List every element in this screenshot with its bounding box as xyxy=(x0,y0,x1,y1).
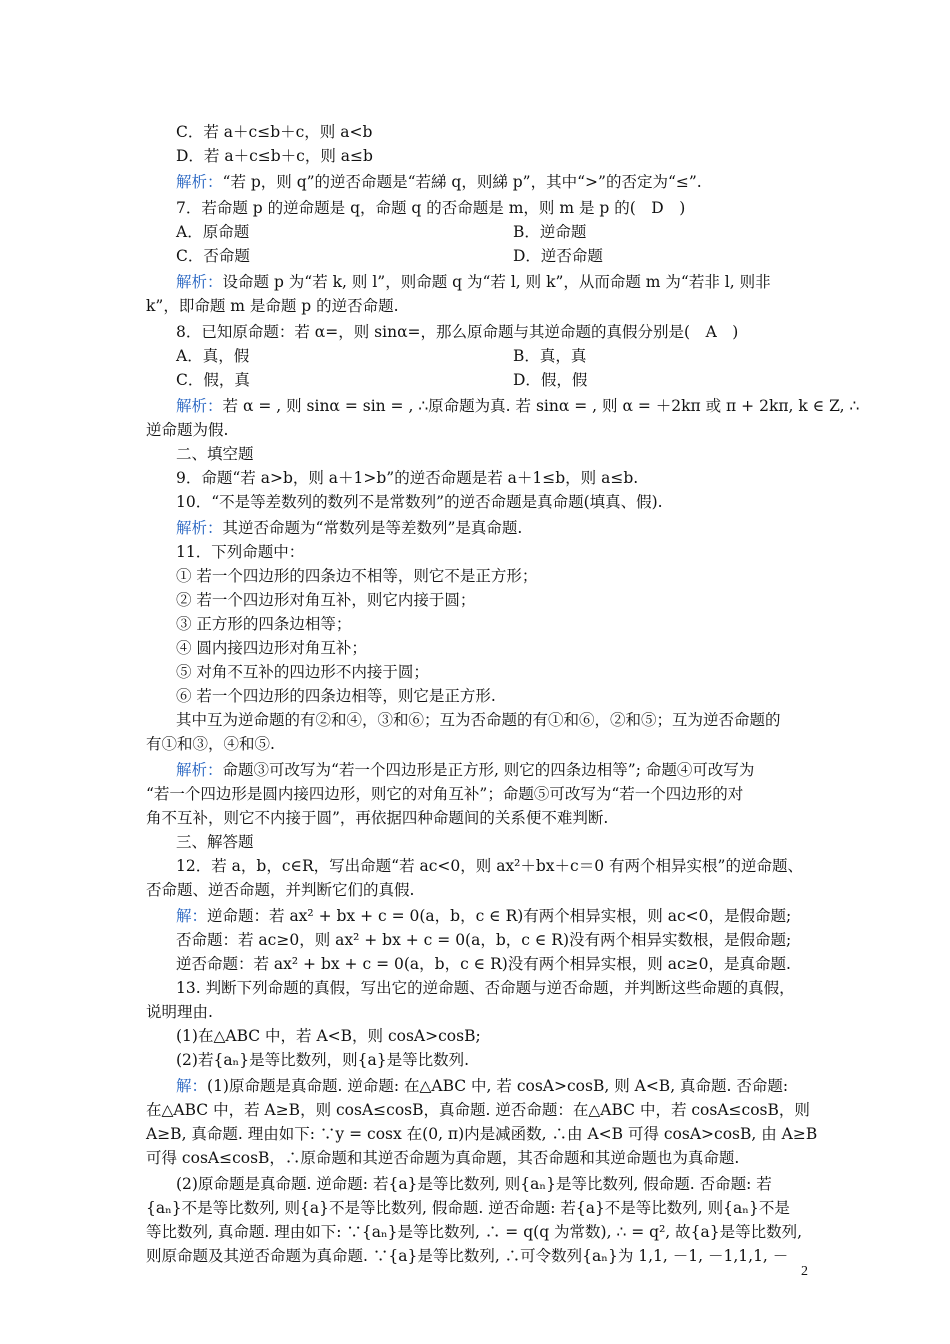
solution-13-line-2: 在△ABC 中，若 A≥B，则 cosA≤cosB，真命题. 逆否命题：在△ABC 中，若 cosA≤cosB，则 xyxy=(146,1101,810,1119)
question-7: 7．若命题 p 的逆命题是 q，命题 q 的否命题是 m，则 m 是 p 的( D ) xyxy=(176,199,686,217)
question-12-cont: 否命题、逆否命题，并判断它们的真假. xyxy=(146,881,415,899)
q11-item-2: ② 若一个四边形对角互补，则它内接于圆； xyxy=(176,591,476,609)
solution-12-line-2: 否命题：若 ac≥0，则 ax² + bx + c = 0(a，b，c ∈ R)没有两个相异实数根，是假命题; xyxy=(176,931,792,949)
q8-option-a: A．真，假 xyxy=(176,347,250,365)
solution-13-line-8: 则原命题及其逆否命题为真命题. ∵{a}是等比数列, ∴可令数列{aₙ}为 1,1, －1, －1,1,1, － xyxy=(146,1247,789,1265)
q7-option-b: B．逆命题 xyxy=(513,223,587,241)
solution-text: 逆命题：若 ax² + bx + c = 0(a，b，c ∈ R)有两个相异实根，则 ac<0，是假命题; xyxy=(207,907,792,925)
analysis-10 xyxy=(146,516,522,540)
question-13: 13. 判断下列命题的真假，写出它的逆命题、否命题与逆否命题，并判断这些命题的真假， xyxy=(176,979,795,997)
solution-text: (1)原命题是真命题. 逆命题: 在△ABC 中, 若 cosA>cosB, 则 A<B, 真命题. 否命题: xyxy=(207,1077,789,1095)
q8-option-c: C．假，真 xyxy=(176,371,250,389)
q8-options-row-2 xyxy=(146,368,588,392)
analysis-text: 若 α = , 则 sinα = sin = , ∴原命题为真. 若 sinα = , 则 α = ＋2kπ 或 π + 2kπ, k ∈ Z, ∴ xyxy=(222,397,860,415)
question-9: 9．命题“若 a>b，则 a＋1>b”的逆否命题是若 a＋1≤b，则 a≤b. xyxy=(176,469,639,487)
q11-item-1: ① 若一个四边形的四条边不相等，则它不是正方形； xyxy=(176,567,538,585)
analysis-text: 其逆否命题为“常数列是等差数列”是真命题. xyxy=(222,519,523,537)
analysis-label: 解析： xyxy=(176,519,223,537)
analysis-8 xyxy=(146,394,859,418)
q8-option-d: D．假，假 xyxy=(513,371,588,389)
analysis-label: 解析： xyxy=(176,173,223,191)
q7-option-c: C．否命题 xyxy=(176,247,250,265)
solution-13-line-7: 等比数列, 真命题. 理由如下: ∵{aₙ}是等比数列, ∴ = q(q 为常数), ∴ = q², 故{a}是等比数列, xyxy=(146,1223,803,1241)
section-fill-blank: 二、填空题 xyxy=(176,445,254,463)
solution-13-line-3: A≥B, 真命题. 理由如下: ∵y = cosx 在(0, π)内是减函数, ∴由 A<B 可得 cosA>cosB, 由 A≥B xyxy=(146,1125,818,1143)
analysis-11-cont-1: “若一个四边形是圆内接四边形，则它的对角互补”；命题⑤可改写为“若一个四边形的对 xyxy=(146,785,744,803)
q11-item-6: ⑥ 若一个四边形的四条边相等，则它是正方形. xyxy=(176,687,496,705)
option-d: D．若 a＋c≤b＋c，则 a≤b xyxy=(176,147,373,165)
analysis-8-cont: 逆命题为假. xyxy=(146,421,229,439)
solution-label: 解： xyxy=(176,907,208,925)
analysis-text: 命题③可改写为“若一个四边形是正方形, 则它的四条边相等”; 命题④可改写为 xyxy=(222,761,755,779)
analysis-7 xyxy=(146,270,771,294)
solution-12-line-1 xyxy=(146,904,791,928)
q11-answer: 其中互为逆命题的有②和④，③和⑥；互为否命题的有①和⑥，②和⑤；互为逆否命题的 xyxy=(176,711,781,729)
analysis-label: 解析： xyxy=(176,273,223,291)
q11-item-5: ⑤ 对角不互补的四边形不内接于圆； xyxy=(176,663,429,681)
analysis-label: 解析： xyxy=(176,761,223,779)
question-13-part-2: (2)若{aₙ}是等比数列，则{a}是等比数列. xyxy=(176,1051,470,1069)
solution-13-line-4: 可得 cosA≤cosB，∴原命题和其逆否命题为真命题，其否命题和其逆命题也为真命题. xyxy=(146,1149,740,1167)
solution-13-line-1 xyxy=(146,1074,788,1098)
question-8: 8．已知原命题：若 α=，则 sinα=，那么原命题与其逆命题的真假分别是( A ) xyxy=(176,323,739,341)
analysis-7-cont: k”，即命题 m 是命题 p 的逆否命题. xyxy=(146,297,399,315)
q7-option-a: A．原命题 xyxy=(176,223,250,241)
analysis-label: 解析： xyxy=(176,397,223,415)
analysis-6 xyxy=(146,170,702,194)
q11-item-3: ③ 正方形的四条边相等； xyxy=(176,615,352,633)
solution-label: 解： xyxy=(176,1077,208,1095)
q7-options-row-2 xyxy=(146,244,603,268)
analysis-text: “若 p，则 q”的逆否命题是“若綈 q，则綈 p”，其中“>”的否定为“≤”. xyxy=(222,173,702,191)
analysis-11-cont-2: 角不互补，则它不内接于圆”，再依据四种命题间的关系便不难判断. xyxy=(146,809,609,827)
page-number: 2 xyxy=(801,1264,808,1279)
option-c: C．若 a＋c≤b＋c，则 a<b xyxy=(176,123,373,141)
question-12: 12．若 a，b，c∈R，写出命题“若 ac<0，则 ax²＋bx＋c＝0 有两个相异实根”的逆命题、 xyxy=(176,857,803,875)
q7-options-row-1 xyxy=(146,220,587,244)
section-answer: 三、解答题 xyxy=(176,833,254,851)
solution-13-line-5: (2)原命题是真命题. 逆命题: 若{a}是等比数列, 则{aₙ}是等比数列, 假命题. 否命题: 若 xyxy=(176,1175,772,1193)
q11-answer-cont: 有①和③，④和⑤. xyxy=(146,735,275,753)
q11-item-4: ④ 圆内接四边形对角互补； xyxy=(176,639,367,657)
question-10: 10．“不是等差数列的数列不是常数列”的逆否命题是真命题(填真、假). xyxy=(176,493,663,511)
question-11: 11．下列命题中： xyxy=(176,543,305,561)
q8-options-row-1 xyxy=(146,344,587,368)
q8-option-b: B．真，真 xyxy=(513,347,587,365)
solution-13-line-6: {aₙ}不是等比数列, 则{a}不是等比数列, 假命题. 逆否命题: 若{a}不是等比数列, 则{aₙ}不是 xyxy=(146,1199,790,1217)
question-13-part-1: (1)在△ABC 中，若 A<B，则 cosA>cosB; xyxy=(176,1027,481,1045)
analysis-text: 设命题 p 为“若 k, 则 l”，则命题 q 为“若 l, 则 k”，从而命题 m 为“若非 l, 则非 xyxy=(222,273,771,291)
question-13-cont: 说明理由. xyxy=(146,1003,213,1021)
q7-option-d: D．逆否命题 xyxy=(513,247,603,265)
solution-12-line-3: 逆否命题：若 ax² + bx + c = 0(a，b，c ∈ R)没有两个相异实根，则 ac≥0，是真命题. xyxy=(176,955,791,973)
analysis-11 xyxy=(146,758,754,782)
